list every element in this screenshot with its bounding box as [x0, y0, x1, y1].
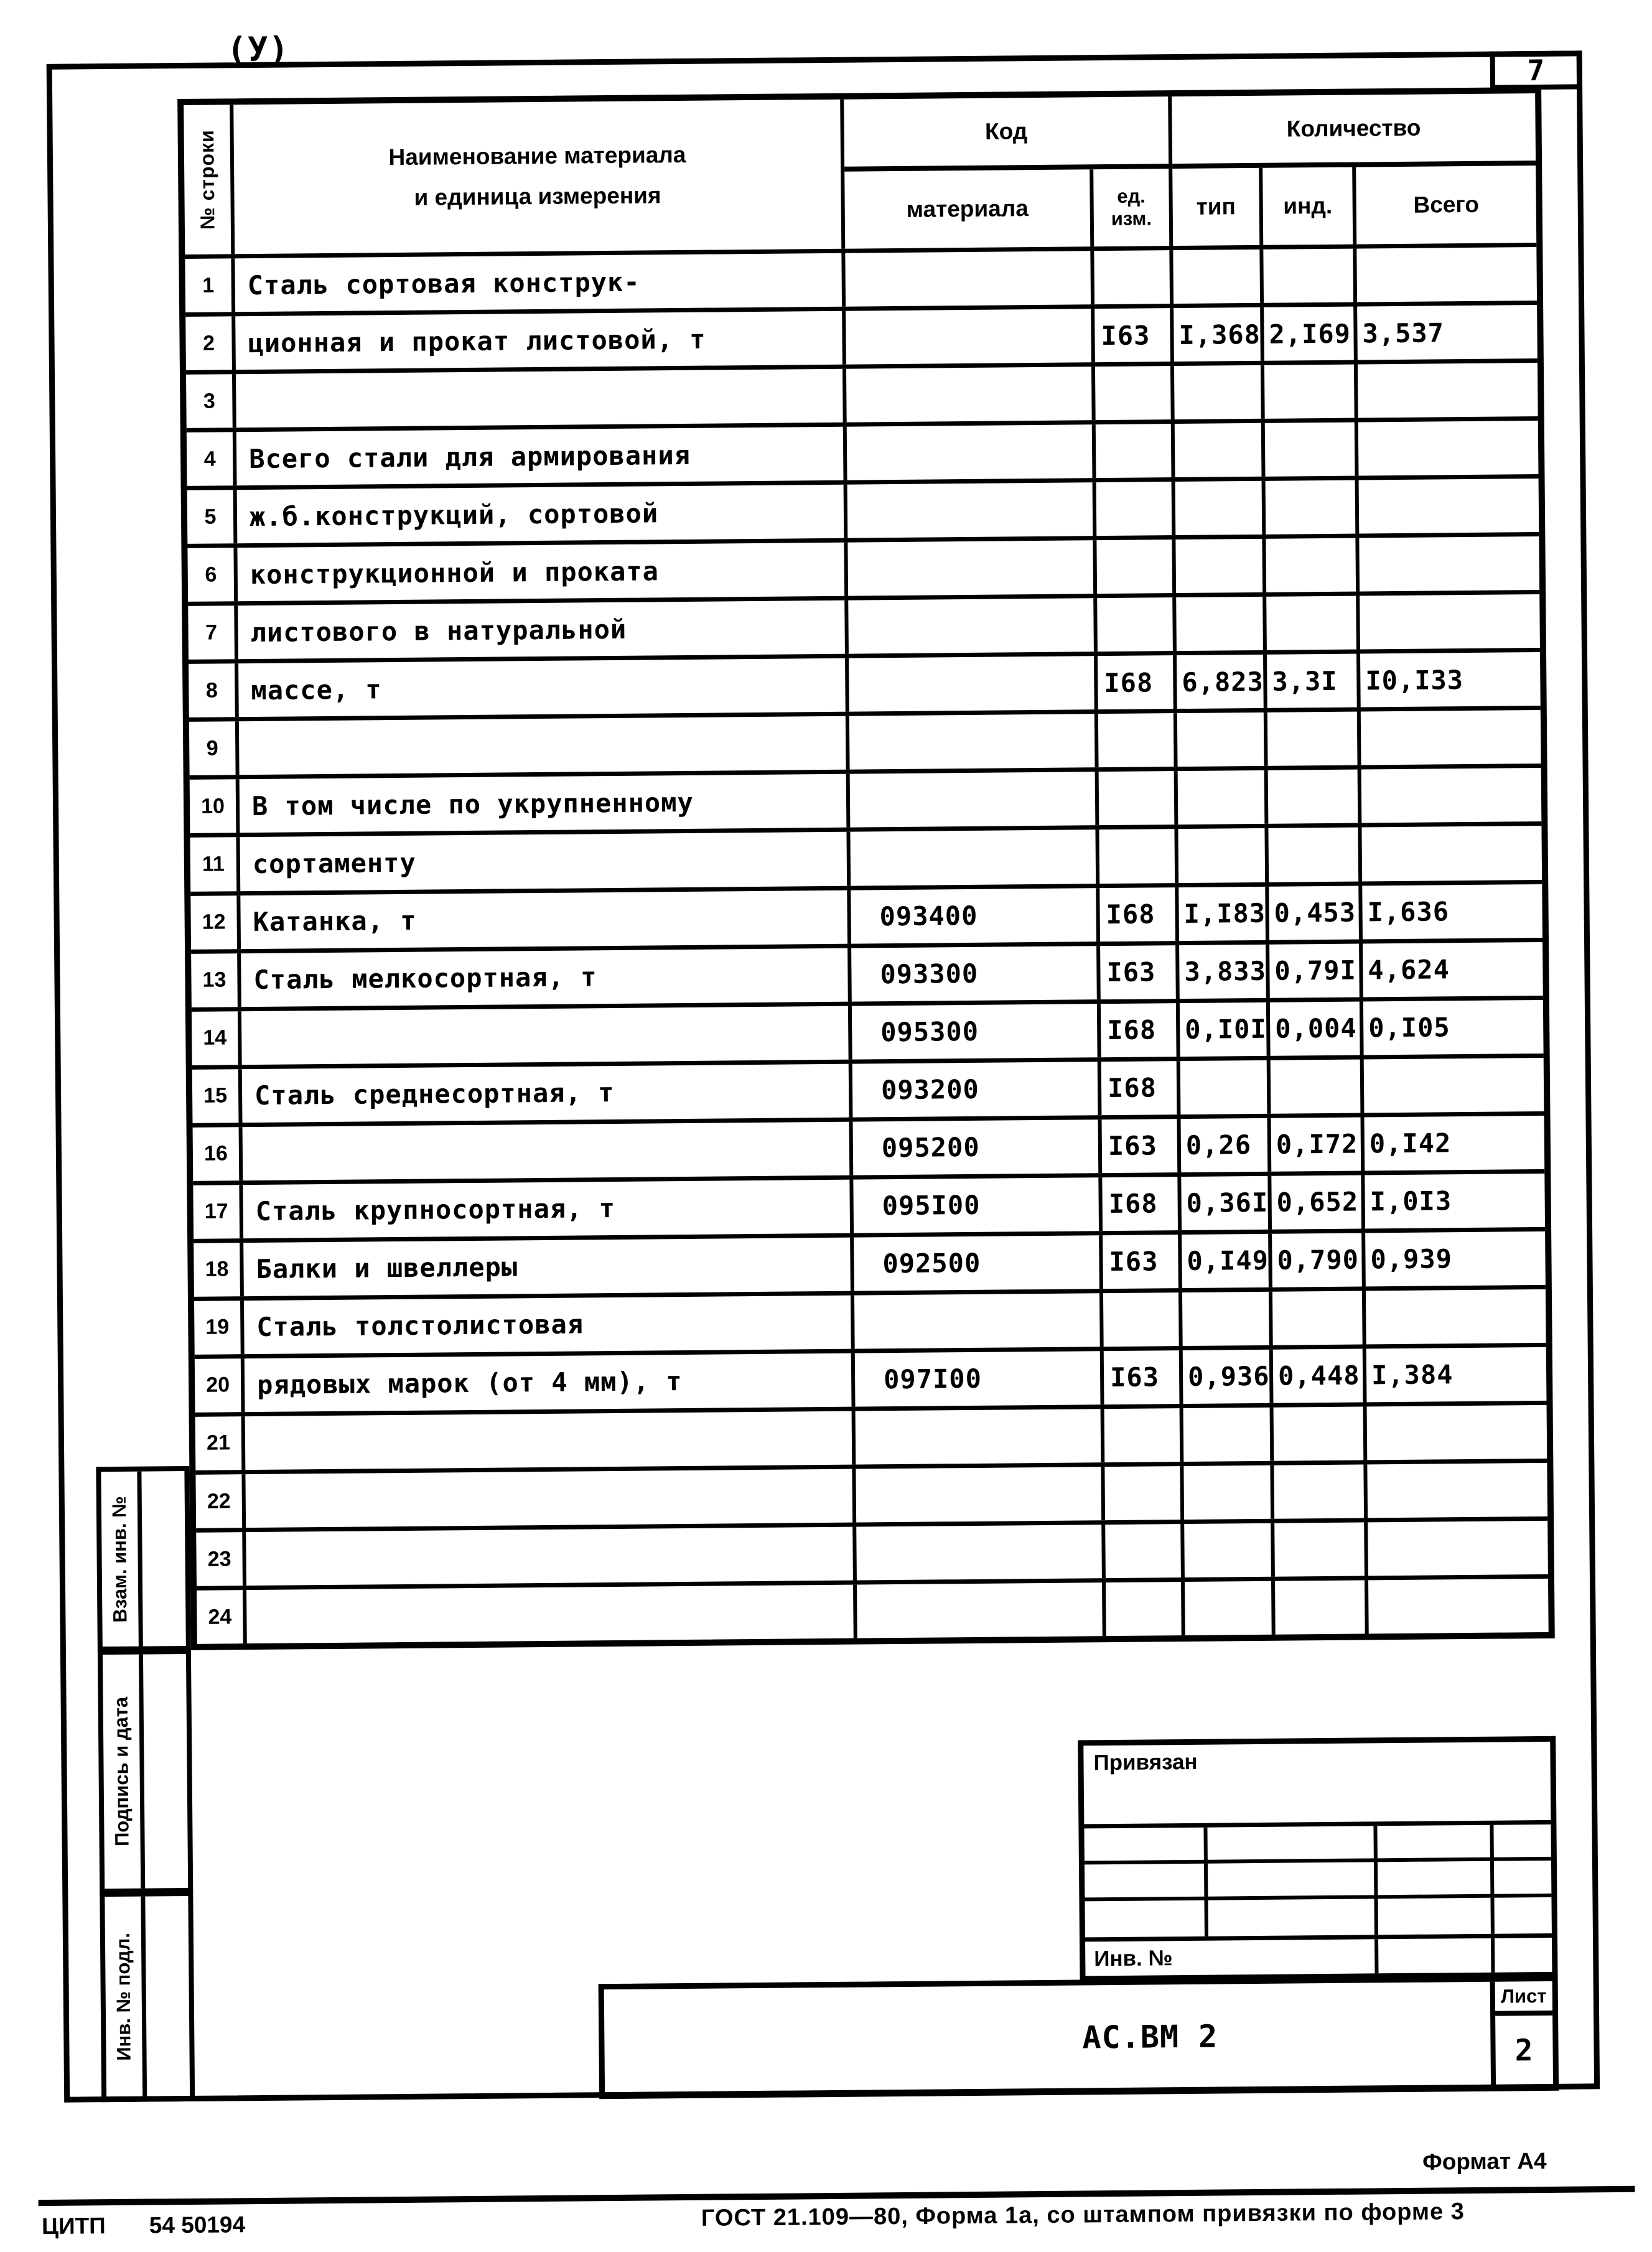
unit-code-cell: I63 — [1100, 945, 1180, 999]
material-code-cell — [856, 1467, 1105, 1523]
qty-ind-cell: 0,448 — [1273, 1348, 1367, 1403]
material-name-cell: Всего стали для армирования — [236, 427, 847, 486]
material-name-cell — [245, 1411, 856, 1470]
qty-total-cell — [1360, 594, 1540, 650]
unit-header-line2: изм. — [1111, 207, 1152, 230]
unit-code-cell — [1106, 1582, 1185, 1636]
sidebar-label-cell — [103, 1655, 145, 1889]
stamp-cell — [1377, 1825, 1494, 1862]
unit-header-line1: ед. — [1117, 185, 1146, 208]
qty-ind-cell: 0,453 — [1269, 885, 1363, 940]
material-code-cell: 095200 — [853, 1119, 1103, 1175]
material-code-cell — [849, 656, 1098, 712]
material-name-cell: сортаменту — [240, 832, 851, 891]
unit-code-cell: I68 — [1101, 1061, 1181, 1115]
qty-type-cell: 0,I49 — [1182, 1234, 1272, 1288]
stamp-cell — [1207, 1826, 1377, 1864]
qty-total-cell — [1368, 1579, 1549, 1634]
qty-type-cell — [1183, 1465, 1274, 1520]
sidebar-section-vzam-inv — [96, 1466, 191, 1652]
qty-total-cell — [1361, 710, 1541, 765]
sidebar-label: Подпись и дата — [110, 1696, 133, 1847]
material-name-cell: Сталь мелкосортная, т — [241, 948, 852, 1007]
table-header — [184, 93, 1536, 255]
material-code-cell: 093200 — [852, 1062, 1102, 1118]
material-name-cell: В том числе по укрупненному — [240, 774, 851, 833]
qty-ind-cell — [1267, 712, 1361, 766]
qty-ind-cell — [1272, 1291, 1366, 1345]
row-number-cell: 15 — [192, 1069, 243, 1123]
qty-ind-cell — [1268, 828, 1362, 882]
stamp-cell — [1494, 1861, 1552, 1897]
qty-ind-cell — [1265, 423, 1359, 477]
qty-ind-cell: 0,004 — [1270, 1001, 1364, 1055]
row-number-cell: 12 — [190, 895, 241, 950]
sidebar-label: Инв. № подл. — [111, 1932, 135, 2061]
stamp-cell — [1208, 1862, 1378, 1900]
unit-code-cell: I63 — [1102, 1119, 1182, 1173]
row-number-cell: 1 — [185, 258, 235, 312]
unit-code-cell — [1094, 250, 1174, 304]
row-number-cell: 13 — [191, 953, 241, 1007]
stamp-cell — [1378, 1938, 1495, 1974]
stamp-cell — [1378, 1897, 1495, 1935]
qty-total-cell: 3,537 — [1362, 317, 1445, 348]
row-number-cell: 8 — [189, 664, 239, 718]
qty-ind-cell: 3,3I — [1267, 654, 1361, 708]
qty-ind-cell: 2,I69 — [1264, 307, 1358, 361]
qty-total-cell: 0,I05 — [1368, 1012, 1450, 1044]
qty-total-cell — [1359, 536, 1539, 592]
row-number-cell: 11 — [190, 838, 240, 892]
qty-type-cell — [1176, 597, 1267, 651]
footer-order-code: 54 50194 — [149, 2212, 246, 2238]
material-name-cell: Катанка, т — [240, 890, 851, 949]
material-code-cell — [854, 1293, 1104, 1349]
material-code-cell: 093400 — [851, 888, 1100, 944]
qty-total-cell — [1367, 1405, 1547, 1460]
unit-code-cell — [1103, 1292, 1183, 1347]
qty-type-cell: I,368 — [1174, 307, 1264, 362]
qty-ind-cell — [1271, 1059, 1365, 1113]
page-number-box: 7 — [1490, 50, 1583, 90]
sidebar-section-podpis-data — [98, 1649, 193, 1894]
row-number-cell: 4 — [187, 432, 237, 486]
unit-code-cell — [1096, 482, 1176, 536]
qty-total-cell — [1361, 768, 1542, 823]
qty-total-cell — [1367, 1463, 1547, 1518]
qty-type-cell — [1180, 1060, 1271, 1114]
materials-table — [177, 87, 1555, 1650]
unit-code-cell — [1105, 1524, 1185, 1578]
corner-mark: (У) — [226, 29, 290, 70]
document-code: АС.ВМ 2 — [1082, 2018, 1218, 2055]
qty-ind-cell — [1266, 596, 1360, 650]
material-name-header-line1: Наименование материала — [388, 142, 686, 171]
column-header-code: Код — [844, 96, 1172, 172]
material-code-cell — [846, 367, 1096, 423]
column-header-material-name — [233, 100, 845, 255]
qty-type-cell — [1184, 1523, 1275, 1577]
stamp-cell — [1084, 1828, 1208, 1865]
sidebar-label: Взам. инв. № — [108, 1495, 131, 1623]
binding-stamp — [1078, 1736, 1557, 1982]
column-header-type: тип — [1172, 168, 1263, 246]
footer-gost-line: ГОСТ 21.109—80, Форма 1а, со штампом привязки по форме 3 — [701, 2198, 1465, 2231]
unit-code-cell — [1104, 1466, 1184, 1520]
material-code-cell — [847, 482, 1097, 538]
stamp-cell — [1085, 1900, 1208, 1937]
material-code-cell — [848, 598, 1098, 654]
qty-ind-cell: 0,I72 — [1271, 1117, 1365, 1171]
row-number-cell: 23 — [196, 1532, 246, 1586]
unit-code-cell — [1099, 829, 1178, 884]
row-number-cell: 14 — [192, 1011, 242, 1065]
stamp-cell — [1494, 1897, 1552, 1934]
qty-ind-cell — [1263, 249, 1357, 303]
row-number-cell: 19 — [194, 1301, 245, 1355]
material-name-cell: рядовых марок (от 4 мм), т — [245, 1353, 856, 1413]
unit-code-cell — [1097, 597, 1177, 652]
qty-total-cell: 0,I42 — [1369, 1128, 1452, 1159]
material-code-cell: 093300 — [851, 946, 1101, 1002]
sidebar-label-cell — [101, 1472, 142, 1647]
column-header-code-material: материала — [844, 169, 1094, 248]
row-number-cell: 7 — [188, 606, 238, 660]
qty-type-cell — [1178, 770, 1269, 825]
footer-org-code: ЦИТП — [41, 2213, 106, 2240]
qty-type-cell — [1185, 1581, 1276, 1635]
row-number-header-label: № строки — [195, 129, 219, 230]
material-name-cell — [241, 1006, 852, 1065]
row-number-cell: 24 — [197, 1590, 247, 1644]
qty-total-cell: I0,I33 — [1365, 664, 1464, 696]
qty-type-cell: 0,I0I — [1180, 1002, 1271, 1056]
row-number-cell: 9 — [189, 722, 240, 776]
column-header-unit — [1093, 169, 1173, 246]
qty-type-cell — [1177, 713, 1268, 767]
material-code-cell: 095300 — [852, 1004, 1101, 1060]
qty-total-cell: I,636 — [1367, 896, 1450, 928]
stamp-cell — [1085, 1864, 1208, 1901]
column-header-total: Всего — [1413, 191, 1480, 218]
row-number-cell: 6 — [187, 548, 238, 602]
unit-code-cell — [1098, 713, 1178, 767]
material-code-cell — [847, 540, 1097, 596]
qty-ind-cell — [1264, 365, 1358, 419]
material-name-cell — [236, 369, 847, 428]
qty-total-cell — [1358, 421, 1539, 476]
qty-total-cell — [1358, 363, 1538, 418]
title-block — [599, 1976, 1559, 2099]
row-number-cell: 22 — [195, 1474, 246, 1528]
qty-type-cell — [1182, 1292, 1273, 1346]
material-name-cell: Сталь крупносортная, т — [243, 1179, 854, 1238]
unit-code-cell: I63 — [1104, 1350, 1183, 1404]
qty-type-cell: I,I83 — [1178, 886, 1269, 940]
row-number-cell: 16 — [193, 1127, 243, 1181]
material-code-cell — [850, 772, 1099, 828]
unit-code-cell: I63 — [1103, 1235, 1182, 1289]
material-name-header-line2: и единица измерения — [414, 182, 661, 210]
sheet-label: Лист — [1495, 1981, 1552, 2016]
qty-type-cell — [1178, 828, 1269, 882]
qty-ind-cell — [1274, 1406, 1368, 1460]
material-name-cell: Сталь сортовая конструк- — [235, 253, 846, 312]
footer-left — [42, 2212, 246, 2240]
qty-type-cell: 3,833 — [1179, 944, 1270, 998]
qty-type-cell — [1175, 423, 1266, 477]
qty-total-cell — [1364, 1058, 1544, 1113]
material-name-cell — [246, 1585, 857, 1644]
row-number-cell: 3 — [186, 374, 236, 428]
qty-ind-cell — [1274, 1522, 1368, 1576]
qty-ind-cell: 0,790 — [1272, 1233, 1366, 1287]
qty-total-cell: I,384 — [1371, 1359, 1454, 1391]
table-row — [197, 1574, 1549, 1644]
material-name-cell: листового в натуральной — [238, 600, 849, 660]
material-code-cell: 097I00 — [855, 1351, 1104, 1407]
qty-type-cell: 0,26 — [1180, 1118, 1271, 1172]
sheet-column — [1490, 1981, 1553, 2086]
material-name-cell: конструкционной и проката — [237, 543, 848, 602]
qty-ind-cell — [1266, 480, 1360, 535]
material-name-cell — [246, 1527, 857, 1586]
material-name-cell: ционная и прокат листовой, т — [235, 311, 846, 370]
qty-ind-cell — [1274, 1464, 1368, 1518]
qty-type-cell: 6,823 — [1177, 655, 1267, 709]
unit-code-cell — [1096, 424, 1175, 478]
format-label: Формат А4 — [1422, 2147, 1547, 2175]
column-header-ind: инд. — [1262, 167, 1356, 245]
material-code-cell — [857, 1582, 1106, 1638]
qty-type-cell: 0,936 — [1183, 1350, 1274, 1404]
sheet-number: 2 — [1514, 2033, 1534, 2068]
qty-total-cell — [1366, 1289, 1546, 1345]
sidebar-blank-cell — [141, 1471, 185, 1647]
material-name-cell: Сталь толстолистовая — [244, 1295, 855, 1354]
sidebar-label-cell — [105, 1897, 147, 2098]
stamp-cell — [1208, 1899, 1378, 1937]
qty-total-cell: 4,624 — [1368, 954, 1450, 986]
material-code-cell — [850, 830, 1099, 886]
qty-ind-cell — [1268, 770, 1362, 824]
stamp-inventory-row — [1085, 1933, 1552, 1976]
row-number-cell: 18 — [194, 1243, 244, 1297]
material-name-cell — [243, 1121, 854, 1180]
sidebar-blank-cell — [143, 1654, 188, 1889]
unit-code-cell: I68 — [1101, 1003, 1180, 1057]
material-name-cell: Сталь среднесортная, т — [242, 1063, 853, 1123]
qty-total-cell: 0,939 — [1370, 1243, 1453, 1275]
qty-ind-cell — [1275, 1581, 1369, 1635]
material-code-cell: 095I00 — [853, 1177, 1103, 1233]
qty-total-cell — [1359, 479, 1539, 534]
material-code-cell — [849, 714, 1099, 770]
qty-ind-cell: 0,79I — [1269, 943, 1363, 998]
material-code-cell — [847, 424, 1096, 480]
qty-type-cell — [1175, 481, 1266, 535]
unit-code-cell — [1096, 540, 1176, 594]
row-number-cell: 5 — [187, 490, 238, 544]
material-code-cell — [846, 309, 1095, 365]
sidebar-blank-cell — [145, 1896, 190, 2097]
material-code-cell — [845, 251, 1094, 307]
stamp-cell — [1493, 1824, 1551, 1861]
row-number-cell: 21 — [195, 1416, 246, 1470]
qty-type-cell — [1183, 1408, 1274, 1462]
unit-code-cell — [1099, 771, 1178, 825]
row-number-cell: 20 — [195, 1358, 245, 1413]
column-header-quantity: Количество — [1172, 93, 1536, 169]
qty-type-cell — [1175, 539, 1266, 593]
material-name-cell: ж.б.конструкций, сортовой — [237, 485, 848, 544]
qty-total-cell — [1361, 826, 1542, 881]
column-header-row-number — [184, 105, 235, 255]
unit-code-cell: I68 — [1098, 655, 1177, 709]
material-name-cell: Балки и швеллеры — [243, 1237, 854, 1296]
stamp-grid — [1084, 1824, 1551, 1938]
stamp-cell — [1378, 1861, 1495, 1899]
table-body — [185, 243, 1548, 1644]
stamp-title: Привязан — [1083, 1742, 1551, 1829]
material-code-cell: 092500 — [854, 1235, 1103, 1291]
qty-total-cell: I,0I3 — [1370, 1185, 1452, 1217]
unit-code-cell: I63 — [1094, 308, 1174, 362]
qty-total-cell — [1356, 247, 1537, 302]
stamp-inv-label: Инв. № — [1085, 1939, 1378, 1976]
material-code-cell — [856, 1525, 1106, 1581]
material-name-cell: массе, т — [238, 658, 849, 717]
row-number-cell: 10 — [190, 780, 240, 834]
material-name-cell — [245, 1469, 856, 1528]
qty-type-cell — [1174, 365, 1265, 419]
unit-code-cell: I68 — [1099, 887, 1179, 941]
qty-type-cell: 0,36I — [1181, 1176, 1272, 1230]
unit-code-cell: I68 — [1102, 1177, 1182, 1231]
row-number-cell: 17 — [193, 1185, 243, 1239]
material-code-cell — [856, 1409, 1105, 1465]
stamp-cell — [1495, 1938, 1552, 1973]
material-name-cell — [239, 716, 850, 775]
unit-code-cell — [1104, 1408, 1184, 1462]
row-number-cell: 2 — [185, 316, 236, 370]
qty-ind-cell: 0,652 — [1271, 1175, 1365, 1229]
unit-code-cell — [1095, 366, 1175, 420]
qty-ind-cell — [1266, 538, 1360, 592]
qty-total-cell — [1368, 1521, 1548, 1576]
qty-type-cell — [1173, 250, 1264, 304]
sidebar-section-inv-podl — [100, 1891, 195, 2102]
